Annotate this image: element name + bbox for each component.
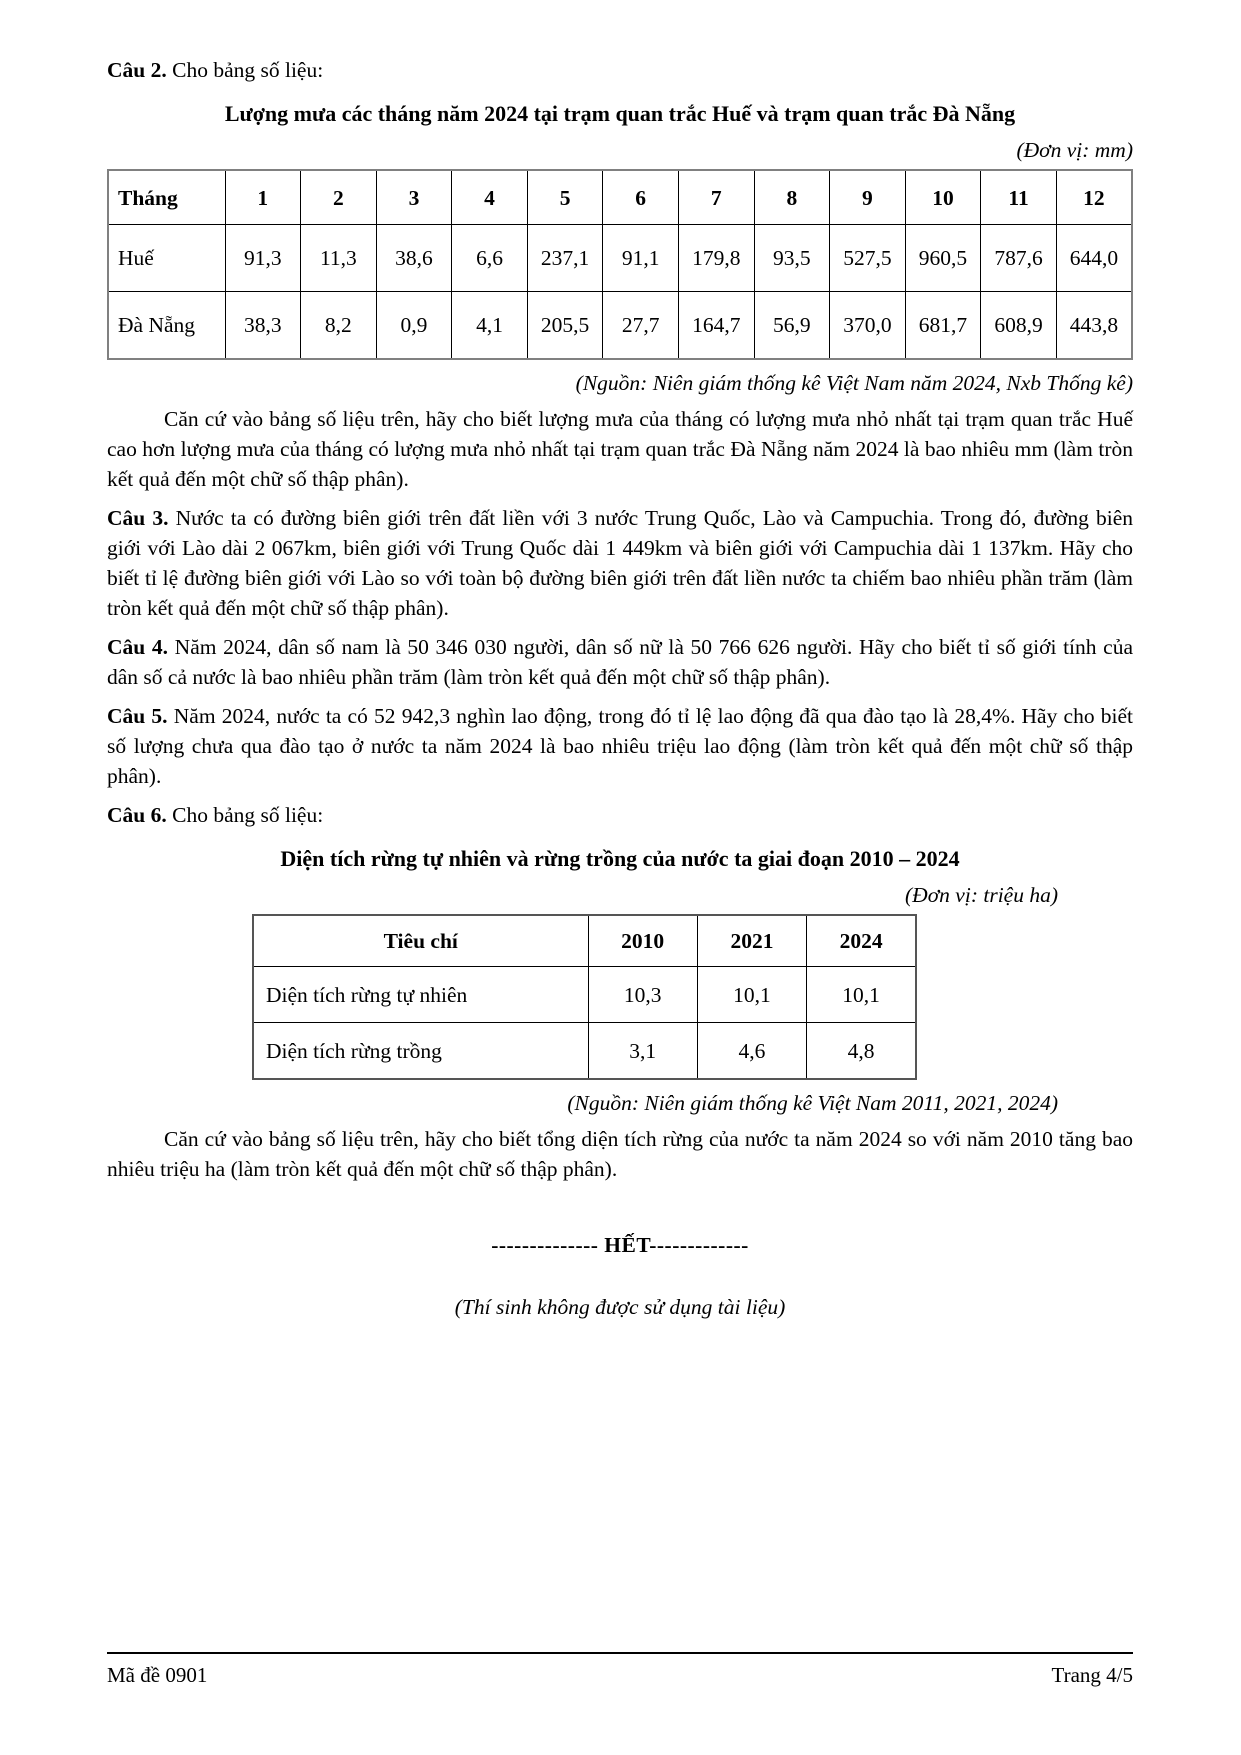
forest-table-header-cell: 2021 xyxy=(697,915,806,967)
table-cell: 91,3 xyxy=(225,225,301,292)
question-3 xyxy=(107,503,1133,623)
question-5 xyxy=(107,701,1133,791)
forest-table-row-natural xyxy=(253,967,916,1023)
table-cell: 443,8 xyxy=(1056,292,1132,360)
table-cell: 6,6 xyxy=(452,225,528,292)
page-footer xyxy=(107,1652,1133,1690)
table-cell: 10,1 xyxy=(697,967,806,1023)
table-cell: 237,1 xyxy=(527,225,603,292)
table-cell: 608,9 xyxy=(981,292,1057,360)
question-6-intro xyxy=(107,800,1133,830)
page-number: Trang 4/5 xyxy=(1051,1663,1133,1687)
exam-code: Mã đề 0901 xyxy=(107,1663,208,1687)
rain-table-title: Lượng mưa các tháng năm 2024 tại trạm quan trắc Huế và trạm quan trắc Đà Nẵng xyxy=(224,101,1016,126)
table-cell: 681,7 xyxy=(905,292,981,360)
table-cell: 960,5 xyxy=(905,225,981,292)
rain-table-header-cell: 5 xyxy=(527,170,603,225)
row-label: Diện tích rừng tự nhiên xyxy=(253,967,588,1023)
table-cell: 56,9 xyxy=(754,292,830,360)
rain-table-header-cell: 2 xyxy=(301,170,377,225)
rain-table-row-hue xyxy=(108,225,1132,292)
table-cell: 91,1 xyxy=(603,225,679,292)
rain-table-source: (Nguồn: Niên giám thống kê Việt Nam năm 2024, Nxb Thống kê) xyxy=(575,371,1133,395)
rain-table-unit: (Đơn vị: mm) xyxy=(1016,138,1133,162)
rain-table-header-cell: 6 xyxy=(603,170,679,225)
table-cell: 370,0 xyxy=(830,292,906,360)
question-4 xyxy=(107,632,1133,692)
forest-table-header-cell: 2024 xyxy=(807,915,916,967)
rain-table-header-cell: Tháng xyxy=(108,170,225,225)
table-cell: 4,6 xyxy=(697,1023,806,1080)
forest-table-header-cell: Tiêu chí xyxy=(253,915,588,967)
rain-table-header-cell: 11 xyxy=(981,170,1057,225)
forest-table-header-cell: 2010 xyxy=(588,915,697,967)
table-cell: 93,5 xyxy=(754,225,830,292)
table-cell: 179,8 xyxy=(678,225,754,292)
question-4-label: Câu 4. xyxy=(107,635,169,659)
question-2-intro xyxy=(107,55,1133,85)
rain-table xyxy=(107,169,1133,360)
table-cell: 0,9 xyxy=(376,292,452,360)
forest-table-unit: (Đơn vị: triệu ha) xyxy=(905,883,1058,907)
rain-table-row-danang xyxy=(108,292,1132,360)
question-5-text: Năm 2024, nước ta có 52 942,3 nghìn lao động, trong đó tỉ lệ lao động đã qua đào tạo là 28,4%. Hãy cho biết số lượng chưa qua đào tạo ở nước ta năm 2024 là bao nhiêu triệu lao động (làm tròn kết quả đến một chữ số thập phân). xyxy=(107,704,1134,788)
question-4-text: Năm 2024, dân số nam là 50 346 030 người, dân số nữ là 50 766 626 người. Hãy cho biết tỉ số giới tính của dân số cả nước là bao nhiêu phần trăm (làm tròn kết quả đến một chữ số thập phân). xyxy=(107,635,1134,689)
rain-table-header-cell: 3 xyxy=(376,170,452,225)
row-label: Đà Nẵng xyxy=(108,292,225,360)
row-label: Diện tích rừng trồng xyxy=(253,1023,588,1080)
question-3-text: Nước ta có đường biên giới trên đất liền với 3 nước Trung Quốc, Lào và Campuchia. Trong đó, đường biên giới với Lào dài 2 067km, biên giới với Trung Quốc dài 1 449km và biên giới với Campuchia dài 1 137km. Hãy cho biết tỉ lệ đường biên giới với Lào so với toàn bộ đường biên giới trên đất liền nước ta chiếm bao nhiêu phần trăm (làm tròn kết quả đến một chữ số thập phân). xyxy=(107,506,1133,620)
table-cell: 11,3 xyxy=(301,225,377,292)
question-6-intro-text: Cho bảng số liệu: xyxy=(172,803,324,827)
rain-table-header-cell: 1 xyxy=(225,170,301,225)
question-2-label: Câu 2. xyxy=(107,58,167,82)
question-5-label: Câu 5. xyxy=(107,704,168,728)
rain-table-header-cell: 12 xyxy=(1056,170,1132,225)
table-cell: 10,1 xyxy=(807,967,916,1023)
table-cell: 38,3 xyxy=(225,292,301,360)
table-cell: 205,5 xyxy=(527,292,603,360)
table-cell: 4,8 xyxy=(807,1023,916,1080)
table-cell: 644,0 xyxy=(1056,225,1132,292)
table-cell: 8,2 xyxy=(301,292,377,360)
end-note: (Thí sinh không được sử dụng tài liệu) xyxy=(454,1295,786,1319)
table-cell: 527,5 xyxy=(830,225,906,292)
row-label: Huế xyxy=(108,225,225,292)
rain-table-header-cell: 8 xyxy=(754,170,830,225)
forest-table-title: Diện tích rừng tự nhiên và rừng trồng của nước ta giai đoạn 2010 – 2024 xyxy=(280,846,960,871)
forest-table-row-planted xyxy=(253,1023,916,1080)
rain-table-header-row xyxy=(108,170,1132,225)
question-6-text: Căn cứ vào bảng số liệu trên, hãy cho biết tổng diện tích rừng của nước ta năm 2024 so với năm 2010 tăng bao nhiêu triệu ha (làm tròn kết quả đến một chữ số thập phân). xyxy=(107,1127,1133,1181)
question-6-label: Câu 6. xyxy=(107,803,167,827)
table-cell: 10,3 xyxy=(588,967,697,1023)
rain-table-header-cell: 10 xyxy=(905,170,981,225)
forest-table xyxy=(252,914,917,1080)
table-cell: 787,6 xyxy=(981,225,1057,292)
question-2-intro-text: Cho bảng số liệu: xyxy=(172,58,324,82)
end-marker: -------------- HẾT------------- xyxy=(491,1233,749,1257)
forest-table-header-row xyxy=(253,915,916,967)
table-cell: 164,7 xyxy=(678,292,754,360)
table-cell: 3,1 xyxy=(588,1023,697,1080)
rain-table-header-cell: 7 xyxy=(678,170,754,225)
question-2-text: Căn cứ vào bảng số liệu trên, hãy cho biết lượng mưa của tháng có lượng mưa nhỏ nhất tại trạm quan trắc Huế cao hơn lượng mưa của tháng có lượng mưa nhỏ nhất tại trạm quan trắc Đà Nẵng năm 2024 là bao nhiêu mm (làm tròn kết quả đến một chữ số thập phân). xyxy=(107,407,1133,491)
table-cell: 27,7 xyxy=(603,292,679,360)
rain-table-header-cell: 9 xyxy=(830,170,906,225)
table-cell: 4,1 xyxy=(452,292,528,360)
rain-table-header-cell: 4 xyxy=(452,170,528,225)
table-cell: 38,6 xyxy=(376,225,452,292)
question-3-label: Câu 3. xyxy=(107,506,169,530)
forest-table-source: (Nguồn: Niên giám thống kê Việt Nam 2011, 2021, 2024) xyxy=(567,1091,1058,1115)
